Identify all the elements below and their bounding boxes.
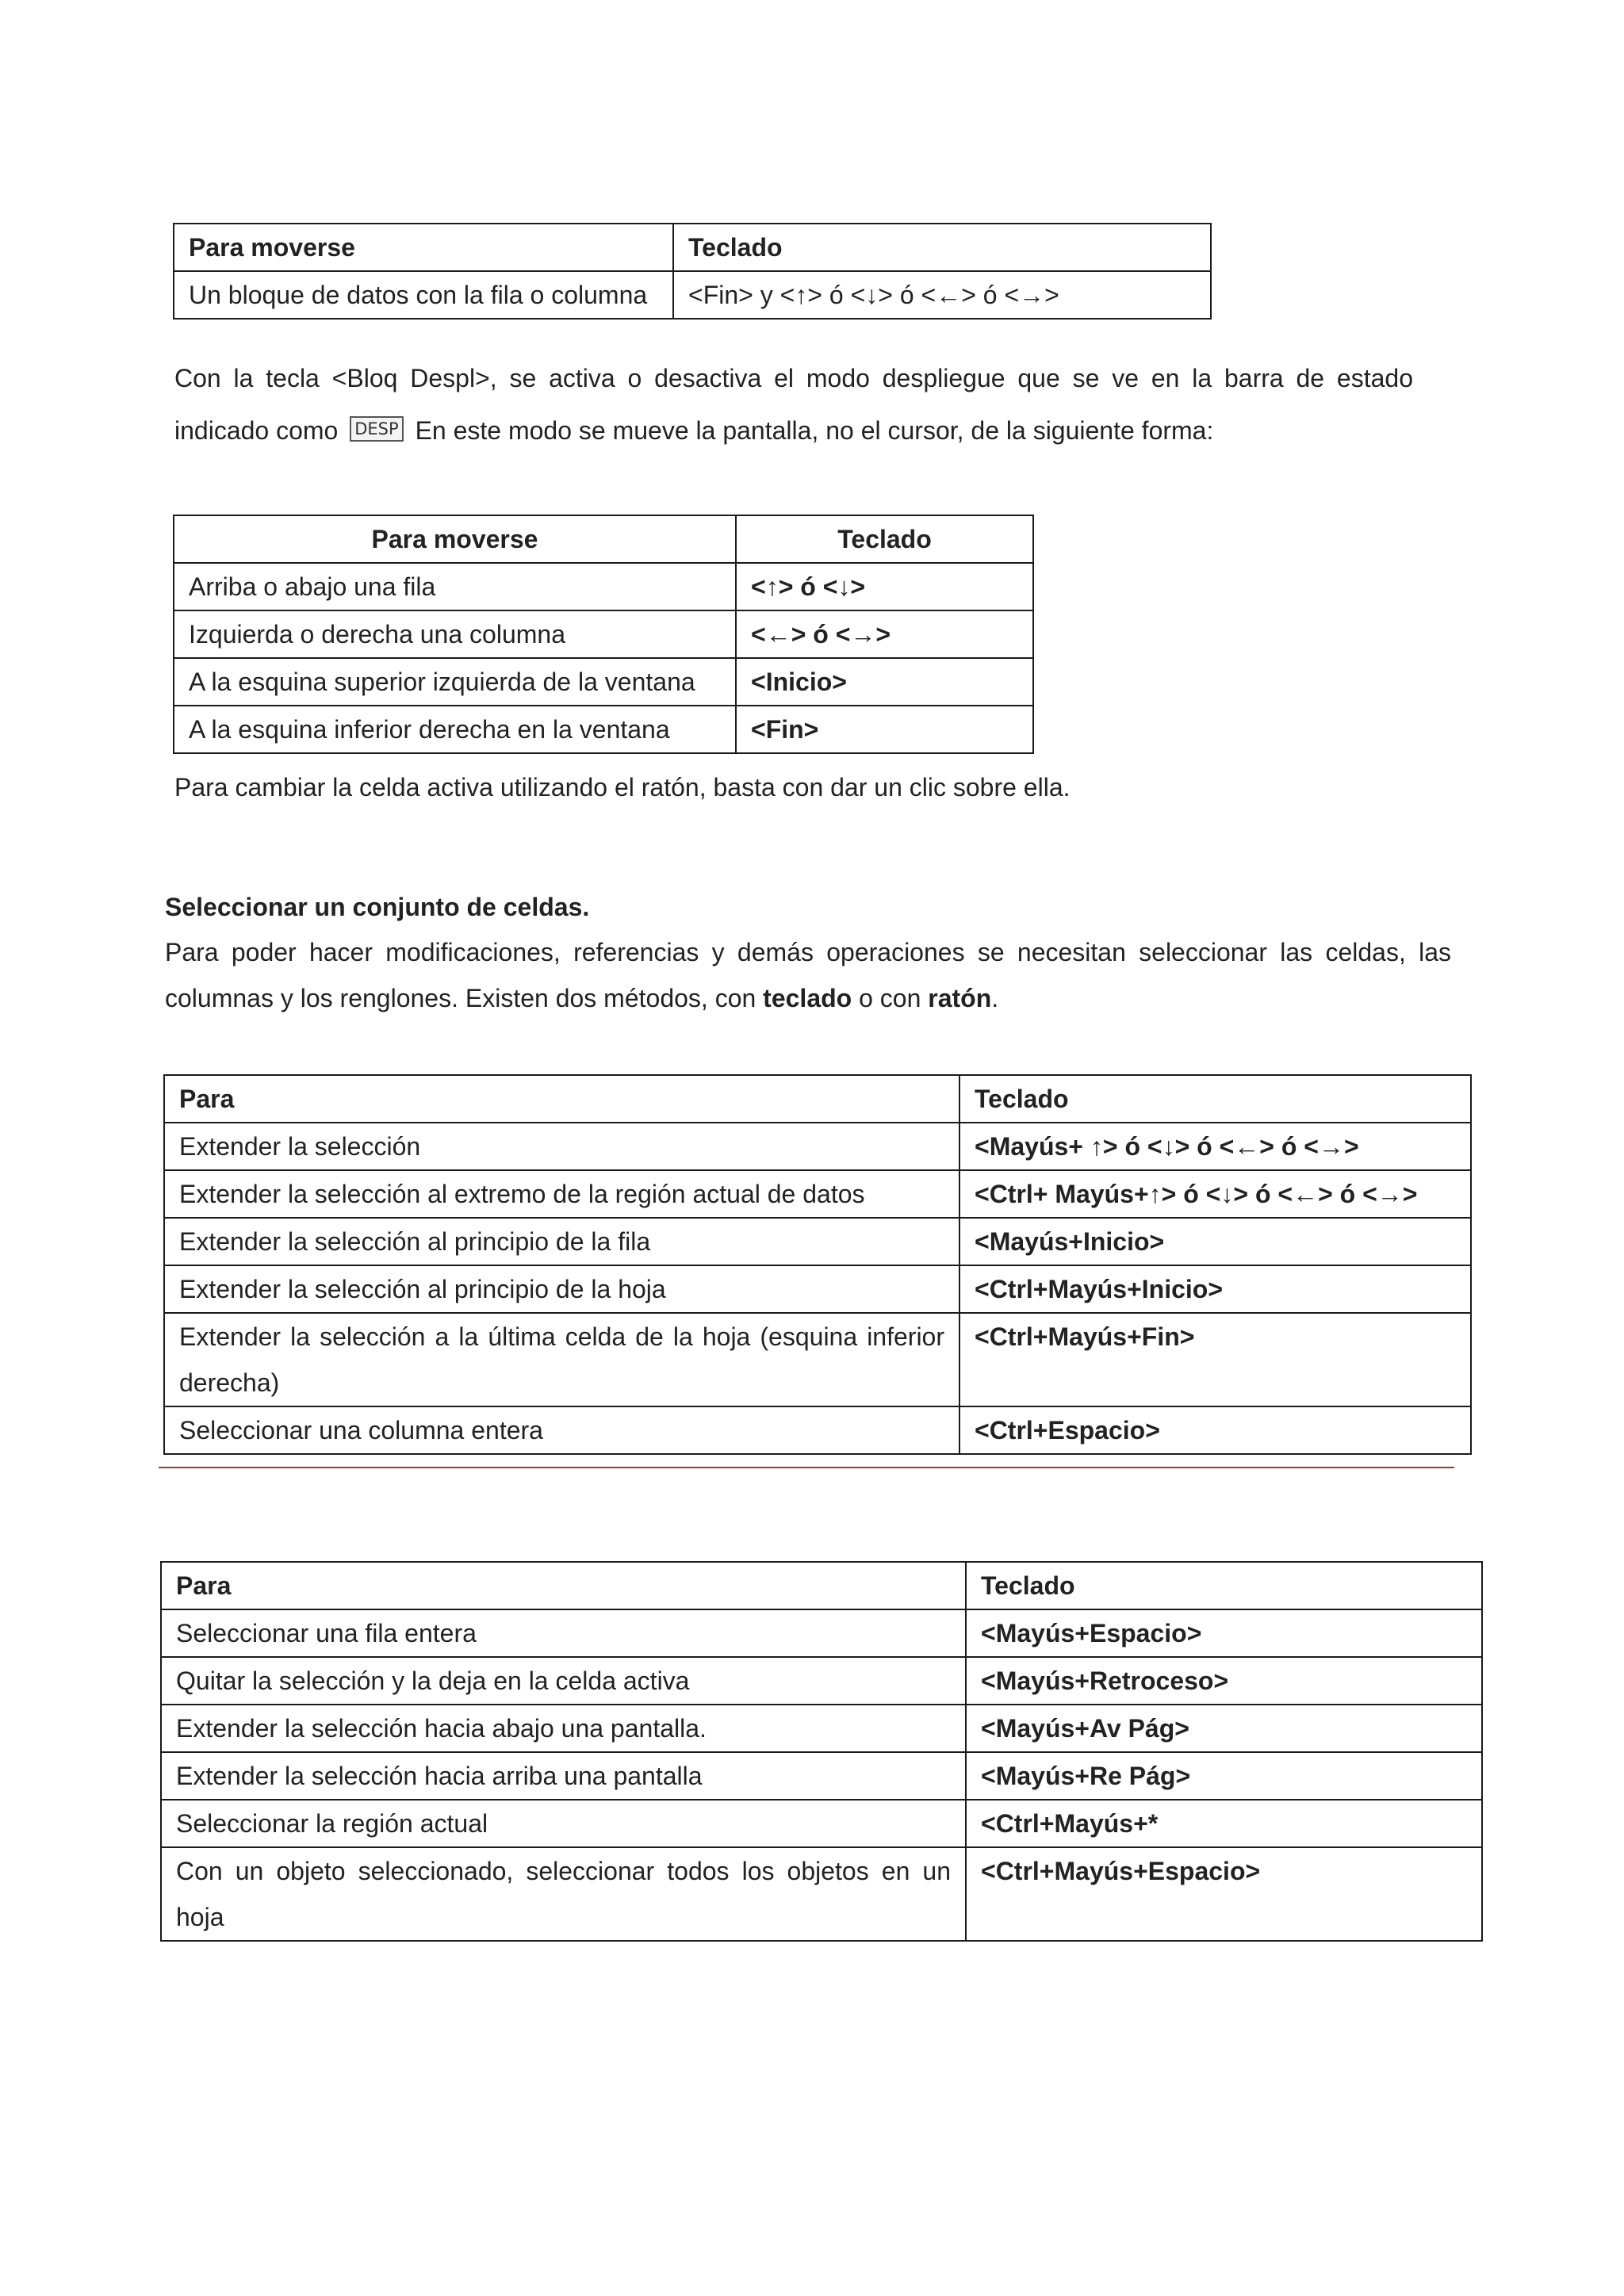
table-row: [161, 1609, 1482, 1657]
key-cell: <Ctrl+ Mayús+↑> ó <↓> ó <←> ó <→>: [959, 1170, 1471, 1218]
key-cell: <Fin>: [736, 706, 1033, 753]
table-row: [174, 271, 1211, 319]
action-cell: A la esquina superior izquierda de la ventana: [174, 658, 736, 706]
action-cell: Extender la selección al extremo de la región actual de datos: [164, 1170, 959, 1218]
key-cell: <↑> ó <↓>: [736, 563, 1033, 610]
header-cell: Teclado: [673, 224, 1211, 271]
table-header-row: [174, 224, 1211, 271]
header-cell: Teclado: [959, 1075, 1471, 1123]
table-row: [164, 1406, 1471, 1454]
paragraph-line: Para poder hacer modificaciones, referencias y demás operaciones se necesitan seleccionar las celdas, las: [165, 938, 1451, 966]
key-cell: <Mayús+ ↑> ó <↓> ó <←> ó <→>: [959, 1123, 1471, 1170]
table-row: [174, 658, 1033, 706]
action-cell: Extender la selección al principio de la fila: [164, 1218, 959, 1265]
page-break-rule: [159, 1467, 1454, 1468]
header-cell: Teclado: [736, 515, 1033, 563]
key-cell: <Ctrl+Mayús+*: [966, 1800, 1482, 1847]
table-row: [164, 1218, 1471, 1265]
key-cell: <Fin> y <↑> ó <↓> ó <←> ó <→>: [673, 271, 1211, 319]
key-cell: <Inicio>: [736, 658, 1033, 706]
table-select-1: [163, 1074, 1472, 1455]
desp-status-indicator: DESP: [350, 416, 403, 442]
table-row: [174, 706, 1033, 753]
header-cell: Para: [164, 1075, 959, 1123]
action-cell: Arriba o abajo una fila: [174, 563, 736, 610]
table-row: [164, 1123, 1471, 1170]
table-row: [161, 1705, 1482, 1752]
action-cell: Extender la selección a la última celda de la hoja (esquina inferior derecha): [164, 1313, 959, 1406]
paragraph-line: indicado como DESP En este modo se mueve la pantalla, no el cursor, de la siguiente forma:: [174, 416, 1214, 445]
header-cell: Para: [161, 1562, 966, 1609]
section-heading: Seleccionar un conjunto de celdas.: [165, 893, 590, 921]
header-cell: Teclado: [966, 1562, 1482, 1609]
table-row: [164, 1265, 1471, 1313]
key-cell: <Ctrl+Mayús+Inicio>: [959, 1265, 1471, 1313]
key-cell: <Mayús+Av Pág>: [966, 1705, 1482, 1752]
paragraph-line: columnas y los renglones. Existen dos métodos, con teclado o con ratón.: [165, 984, 999, 1012]
key-cell: <Mayús+Espacio>: [966, 1609, 1482, 1657]
table-move-block: [173, 223, 1212, 320]
action-cell: Quitar la selección y la deja en la celda activa: [161, 1657, 966, 1705]
action-cell: Izquierda o derecha una columna: [174, 610, 736, 658]
action-cell: Seleccionar la región actual: [161, 1800, 966, 1847]
header-cell: Para moverse: [174, 224, 673, 271]
key-cell: <Ctrl+Mayús+Fin>: [959, 1313, 1471, 1406]
table-move-screen: [173, 515, 1034, 754]
table-header-row: [164, 1075, 1471, 1123]
table-row: [164, 1313, 1471, 1406]
key-cell: <Ctrl+Espacio>: [959, 1406, 1471, 1454]
table-row: [161, 1657, 1482, 1705]
action-cell: Extender la selección hacia arriba una pantalla: [161, 1752, 966, 1800]
table-header-row: [174, 515, 1033, 563]
action-cell: Un bloque de datos con la fila o columna: [174, 271, 673, 319]
table-select-2: [160, 1561, 1483, 1942]
paragraph-line: Para cambiar la celda activa utilizando el ratón, basta con dar un clic sobre ella.: [174, 773, 1071, 802]
key-cell: <Mayús+Inicio>: [959, 1218, 1471, 1265]
table-row: [161, 1752, 1482, 1800]
action-cell: Con un objeto seleccionado, seleccionar todos los objetos en un hoja: [161, 1847, 966, 1941]
table-row: [161, 1847, 1482, 1941]
paragraph-line: Con la tecla <Bloq Despl>, se activa o desactiva el modo despliegue que se ve en la barra de estado: [174, 364, 1413, 392]
table-row: [174, 563, 1033, 610]
action-cell: Extender la selección al principio de la hoja: [164, 1265, 959, 1313]
key-cell: <Mayús+Re Pág>: [966, 1752, 1482, 1800]
action-cell: Extender la selección: [164, 1123, 959, 1170]
table-row: [174, 610, 1033, 658]
table-row: [161, 1800, 1482, 1847]
header-cell: Para moverse: [174, 515, 736, 563]
key-cell: <Ctrl+Mayús+Espacio>: [966, 1847, 1482, 1941]
action-cell: Seleccionar una fila entera: [161, 1609, 966, 1657]
action-cell: Seleccionar una columna entera: [164, 1406, 959, 1454]
table-row: [164, 1170, 1471, 1218]
key-cell: <Mayús+Retroceso>: [966, 1657, 1482, 1705]
key-cell: <←> ó <→>: [736, 610, 1033, 658]
action-cell: Extender la selección hacia abajo una pantalla.: [161, 1705, 966, 1752]
action-cell: A la esquina inferior derecha en la ventana: [174, 706, 736, 753]
table-header-row: [161, 1562, 1482, 1609]
